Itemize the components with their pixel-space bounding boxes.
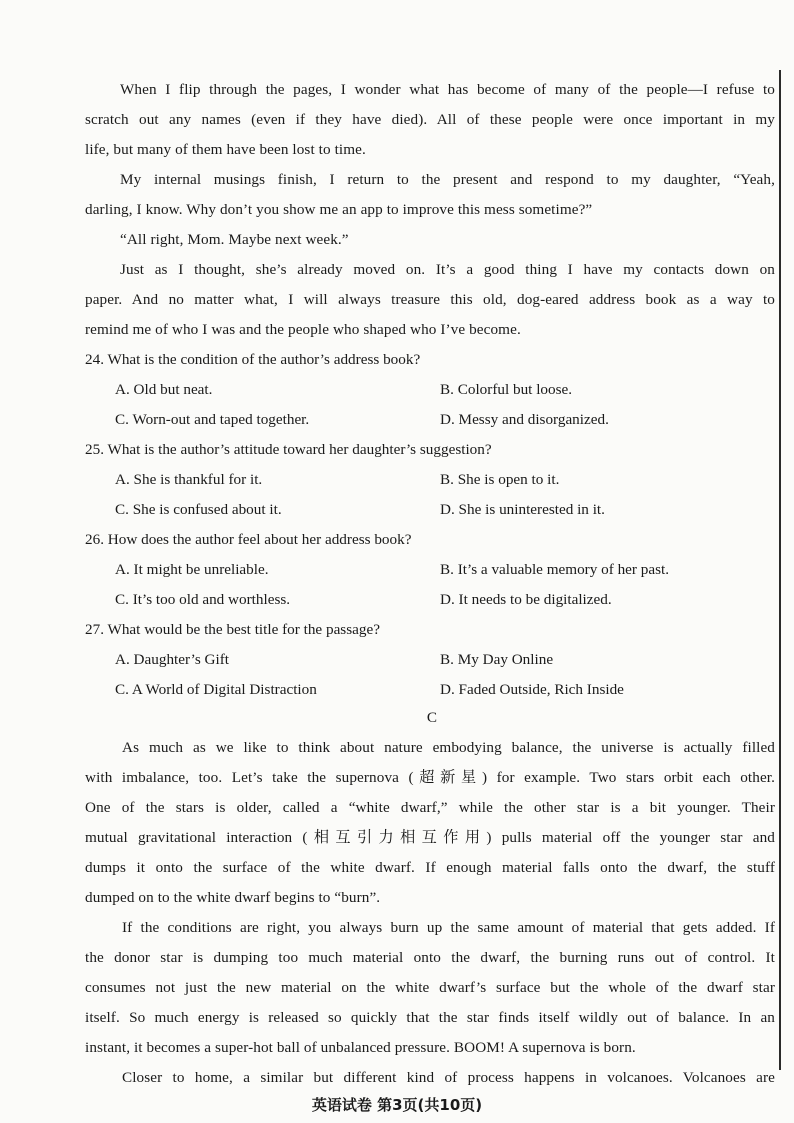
option-a: A. It might be unreliable. [115, 561, 269, 578]
question-stem: 27. What would be the best title for the passage? [85, 621, 380, 638]
passage-line: itself. So much energy is released so quickly that the star finds itself wildly out of balance. In an [85, 1009, 775, 1026]
option-d: D. She is uninterested in it. [440, 501, 605, 518]
section-heading: C [426, 709, 438, 726]
passage-line: dumps it onto the surface of the white dwarf. If enough material falls onto the dwarf, the stuff [85, 859, 775, 876]
option-b: B. Colorful but loose. [440, 381, 573, 398]
passage-line: When I flip through the pages, I wonder what has become of many of the people—I refuse to [120, 81, 775, 98]
passage-line: If the conditions are right, you always burn up the same amount of material that gets added. If [122, 919, 775, 936]
option-b: B. It’s a valuable memory of her past. [440, 561, 670, 578]
option-c: C. Worn-out and taped together. [115, 411, 310, 428]
passage-line: paper. And no matter what, I will always treasure this old, dog-eared address book as a way to [85, 291, 775, 308]
passage-line: My internal musings finish, I return to the present and respond to my daughter, “Yeah, [120, 171, 775, 188]
page-footer: 英语试卷 第3页(共10页) [311, 1096, 483, 1114]
option-c: C. A World of Digital Distraction [115, 681, 317, 698]
option-d: D. Faded Outside, Rich Inside [440, 681, 624, 698]
passage-line: scratch out any names (even if they have died). All of these people were once important in my [85, 111, 775, 128]
passage-line: Closer to home, a similar but different kind of process happens in volcanoes. Volcanoes are [122, 1069, 775, 1086]
option-c: C. It’s too old and worthless. [115, 591, 291, 608]
option-c: C. She is confused about it. [115, 501, 282, 518]
passage-line: remind me of who I was and the people who shaped who I’ve become. [85, 321, 521, 338]
passage-line: Just as I thought, she’s already moved on. It’s a good thing I have my contacts down on [120, 261, 775, 278]
passage-line: mutual gravitational interaction (相互引力相互作用) pulls material off the younger star and [85, 829, 775, 846]
option-b: B. My Day Online [440, 651, 554, 668]
option-a: A. Daughter’s Gift [115, 651, 230, 668]
question-stem: 25. What is the author’s attitude toward her daughter’s suggestion? [85, 441, 492, 458]
option-d: D. Messy and disorganized. [440, 411, 609, 428]
margin-binding-line [779, 70, 781, 1070]
option-a: A. She is thankful for it. [115, 471, 263, 488]
passage-line: “All right, Mom. Maybe next week.” [120, 231, 349, 248]
option-a: A. Old but neat. [115, 381, 213, 398]
passage-line: consumes not just the new material on the white dwarf’s surface but the whole of the dwarf star [85, 979, 775, 996]
passage-line: instant, it becomes a super-hot ball of unbalanced pressure. BOOM! A supernova is born. [85, 1039, 636, 1056]
passage-line: As much as we like to think about nature embodying balance, the universe is actually filled [122, 739, 775, 756]
passage-line: life, but many of them have been lost to time. [85, 141, 366, 158]
passage-line: dumped on to the white dwarf begins to “burn”. [85, 889, 381, 906]
question-stem: 26. How does the author feel about her address book? [85, 531, 412, 548]
passage-line: One of the stars is older, called a “white dwarf,” while the other star is a bit younger. Their [85, 799, 775, 816]
passage-line: darling, I know. Why don’t you show me an app to improve this mess sometime?” [85, 201, 593, 218]
question-stem: 24. What is the condition of the author’s address book? [85, 351, 421, 368]
option-d: D. It needs to be digitalized. [440, 591, 612, 608]
passage-line: with imbalance, too. Let’s take the supernova (超新星) for example. Two stars orbit each other. [85, 769, 775, 786]
option-b: B. She is open to it. [440, 471, 560, 488]
passage-line: the donor star is dumping too much material onto the dwarf, the burning runs out of control. It [85, 949, 775, 966]
